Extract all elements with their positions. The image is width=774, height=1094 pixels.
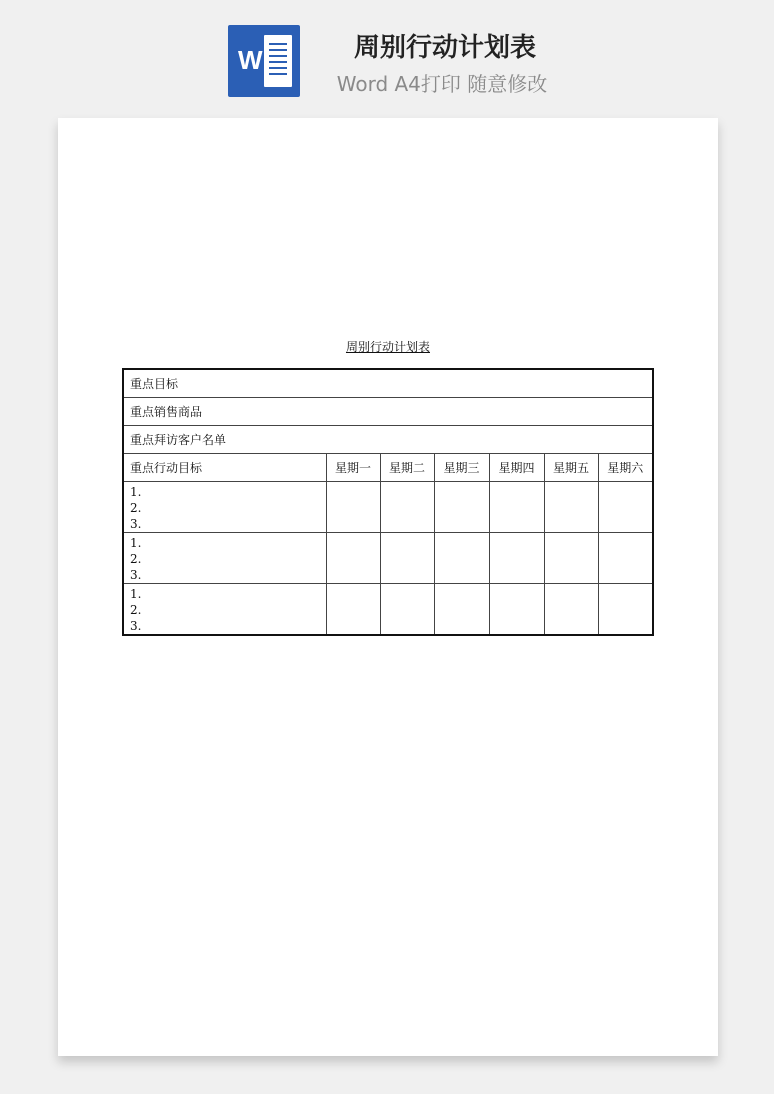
action-goal-list[interactable] [123, 481, 326, 532]
plan-cell[interactable] [434, 481, 489, 532]
header-title: 周别行动计划表 [353, 33, 536, 63]
list-item: 3. [130, 516, 142, 531]
key-products-row [123, 397, 653, 425]
list-item: 2. [130, 602, 142, 617]
plan-cell[interactable] [489, 583, 544, 635]
document-title: 周别行动计划表 [345, 340, 430, 354]
word-icon-letter: W [238, 45, 263, 75]
day-header-fri: 星期五 [544, 453, 598, 481]
word-icon-document [264, 35, 292, 87]
plan-cell[interactable] [544, 532, 598, 583]
header [0, 0, 774, 110]
weekly-plan-table [122, 368, 654, 636]
list-item: 1. [130, 586, 142, 601]
plan-cell[interactable] [380, 532, 434, 583]
day-header-mon: 星期一 [326, 453, 380, 481]
document-page [58, 118, 718, 1056]
key-customers-row [123, 425, 653, 453]
plan-cell[interactable] [434, 532, 489, 583]
key-goal-cell[interactable]: 重点目标 [123, 369, 653, 397]
action-goal-header: 重点行动目标 [123, 453, 326, 481]
plan-cell[interactable] [326, 481, 380, 532]
plan-cell[interactable] [598, 532, 653, 583]
list-item: 3. [130, 567, 142, 582]
day-header-thu: 星期四 [489, 453, 544, 481]
plan-cell[interactable] [598, 481, 653, 532]
day-header-wed: 星期三 [434, 453, 489, 481]
list-item: 1. [130, 535, 142, 550]
plan-cell[interactable] [489, 532, 544, 583]
plan-cell[interactable] [326, 583, 380, 635]
plan-cell[interactable] [434, 583, 489, 635]
action-goal-list[interactable] [123, 532, 326, 583]
plan-cell[interactable] [380, 583, 434, 635]
action-goal-list[interactable] [123, 583, 326, 635]
grid-header-row [123, 453, 653, 481]
day-header-sat: 星期六 [598, 453, 653, 481]
header-subtitle: Word A4打印 随意修改 [336, 72, 548, 96]
plan-cell[interactable] [489, 481, 544, 532]
plan-cell[interactable] [326, 532, 380, 583]
list-item: 3. [130, 618, 142, 633]
day-header-tue: 星期二 [380, 453, 434, 481]
key-customers-cell[interactable]: 重点拜访客户名单 [123, 425, 653, 453]
list-item: 2. [130, 500, 142, 515]
plan-cell[interactable] [598, 583, 653, 635]
list-item: 2. [130, 551, 142, 566]
key-products-cell[interactable]: 重点销售商品 [123, 397, 653, 425]
plan-cell[interactable] [544, 481, 598, 532]
action-goal-row [123, 583, 653, 635]
word-icon [228, 25, 300, 97]
action-goal-row [123, 532, 653, 583]
key-goal-row [123, 369, 653, 397]
plan-cell[interactable] [380, 481, 434, 532]
list-item: 1. [130, 484, 142, 499]
action-goal-row [123, 481, 653, 532]
plan-cell[interactable] [544, 583, 598, 635]
